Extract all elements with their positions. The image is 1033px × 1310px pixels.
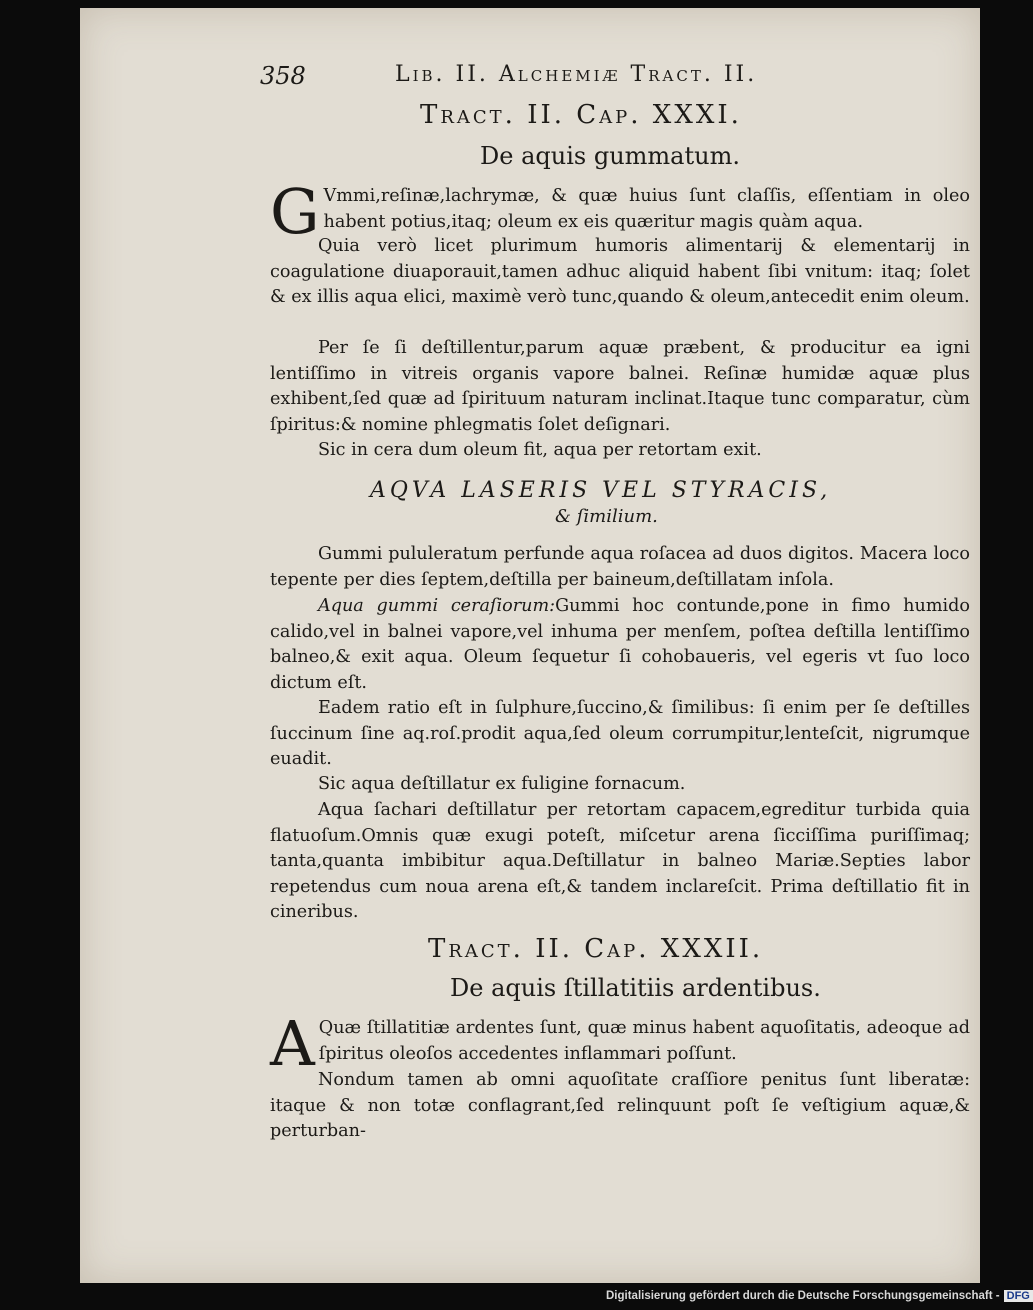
paragraph-5: Gummi pululeratum perfunde aqua roſacea ad duos digitos. Macera loco tepente per dies ſeptem,deſtilla per baineum,deſtillatam inſola. — [270, 544, 970, 590]
drop-cap: A — [270, 1007, 315, 1080]
paragraph-10 — [270, 1007, 970, 1080]
footer-credit — [606, 1290, 1033, 1302]
footer-text: Digitalisierung gefördert durch die Deutsche Forschungsgemeinschaft - — [606, 1290, 1000, 1302]
paragraph-7: Eadem ratio eſt in ſulphure,ſuccino,& ſimilibus: ſi enim per ſe deſtilles ſuccinum ſine aq.roſ.prodit aqua,ſed oleum corrumpitur,lenteſcit, nigrumque euadit. — [270, 698, 970, 769]
paragraph-3: Per ſe ſi deſtillentur,parum aquæ præbent, & producitur ea igni lentiſſimo in vitreis organis vapore balnei. Reſinæ humidæ aquæ plus exhibent,ſed quæ ad ſpirituum naturam inclinat.Itaque tunc comparatur, cùm ſpiritus:& nomine phlegmatis ſolet deſignari. — [270, 338, 970, 435]
dfg-logo: DFG — [1004, 1290, 1033, 1302]
chapter-subtitle: De aquis gummatum. — [480, 142, 740, 170]
paragraph-8: Sic aqua deſtillatur ex fuligine fornacum. — [318, 774, 686, 794]
paragraph-text: Quæ ſtillatitiæ ardentes ſunt, quæ minus habent aquoſitatis, adeoque ad ſpiritus oleoſos accedentes inflammari poſſunt. — [318, 1018, 970, 1064]
chapter-title: Tract. II. Cap. XXXI. — [420, 100, 742, 130]
paragraph-text: Vmmi,reſinæ,lachrymæ, & quæ huius ſunt claſſis, eſſentiam in oleo habent potius,itaq; oleum ex eis quæritur magis quàm aqua. — [323, 186, 970, 232]
chapter-subtitle-2: De aquis ſtillatitiis ardentibus. — [450, 974, 821, 1002]
paragraph-2: Quia verò licet plurimum humoris alimentarij & elementarij in coagulatione diuaporauit,tamen adhuc aliquid habent ſibi vnitum: itaq; ſolet & ex illis aqua elici, maximè verò tunc,quando & oleum,antecedit enim oleum. — [270, 236, 970, 307]
running-head: Lib. II. Alchemiæ Tract. II. — [395, 62, 758, 87]
section-title: AQVA LASERIS VEL STYRACIS, — [370, 478, 832, 503]
paragraph-1 — [270, 175, 970, 248]
paragraph-text: Gummi hoc contunde,pone in fimo humido calido,vel in balnei vapore,vel inhuma per menſem, poſtea deſtilla lentiſſimo balneo,& exit aqua. Oleum ſequetur ſi cohobaueris, vel egeris vt ſuo loco dictum eſt. — [270, 596, 971, 693]
section-subtitle: & ſimilium. — [555, 506, 658, 527]
chapter-title-2: Tract. II. Cap. XXXII. — [428, 934, 764, 964]
paragraph-11: Nondum tamen ab omni aquoſitate craſſiore penitus ſunt liberatæ: itaque & non totæ conflagrant,ſed relinquunt poſt ſe veſtigium aquæ,& perturban- — [270, 1070, 970, 1141]
paragraph-4: Sic in cera dum oleum fit, aqua per retortam exit. — [318, 440, 762, 460]
paragraph-6 — [270, 594, 970, 696]
recipe-heading: Aqua gummi ceraſiorum: — [318, 596, 556, 616]
paragraph-9: Aqua ſachari deſtillatur per retortam capacem,egreditur turbida quia flatuoſum.Omnis quæ exugi poteſt, miſcetur arena ſicciſſima puriſſimaq; tanta,quanta imbibitur aqua.Deſtillatur in balneo Mariæ.Septies labor repetendus cum noua arena eſt,& tandem inclareſcit. Prima deſtillatio fit in cineribus. — [270, 800, 970, 922]
page-number: 358 — [260, 62, 306, 90]
drop-cap: G — [270, 175, 320, 248]
